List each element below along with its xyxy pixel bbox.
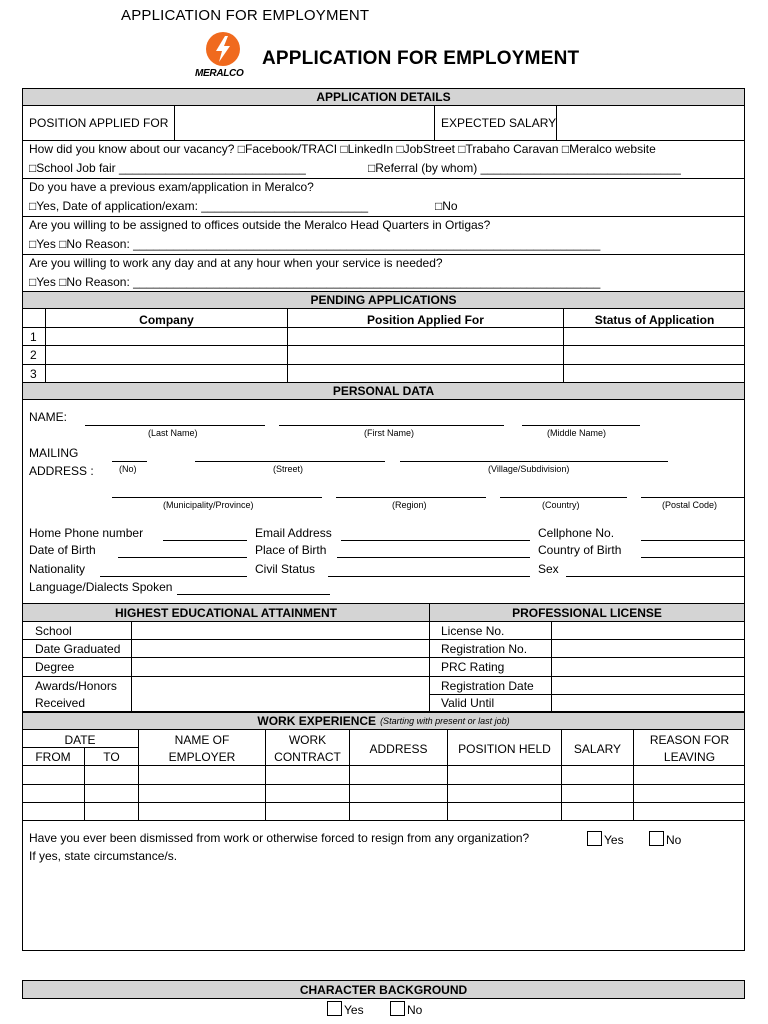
registration-no-label: Registration No. xyxy=(441,642,528,656)
lightning-bolt-icon xyxy=(206,32,240,66)
street-caption: (Street) xyxy=(273,464,304,474)
address-label: ADDRESS : xyxy=(29,464,94,478)
assignment-question: Are you willing to be assigned to offices outside the Meralco Head Quarters in Ortigas? xyxy=(29,218,491,232)
assignment-options[interactable]: □Yes □No Reason: ______________________________________________________________________ xyxy=(29,237,601,251)
work-any-day-options[interactable]: □Yes □No Reason: ______________________________________________________________________ xyxy=(29,275,601,289)
language-field[interactable] xyxy=(177,594,330,595)
work-col-contract-line2: CONTRACT xyxy=(274,750,341,764)
place-of-birth-label: Place of Birth xyxy=(255,543,327,557)
pending-col-status: Status of Application xyxy=(594,313,715,327)
pending-row-number: 2 xyxy=(30,348,37,362)
work-col-employer-line1: NAME OF xyxy=(174,733,230,747)
previous-exam-no-option[interactable]: □No xyxy=(435,199,458,213)
work-col-employer-line2: EMPLOYER xyxy=(168,750,236,764)
last-name-caption: (Last Name) xyxy=(148,428,198,438)
sex-label: Sex xyxy=(538,562,559,576)
dismissed-question: Have you ever been dismissed from work or otherwise forced to resign from any organization? xyxy=(29,831,530,845)
municipality-field[interactable] xyxy=(112,497,322,498)
sex-field[interactable] xyxy=(566,576,744,577)
work-experience-title: WORK EXPERIENCE xyxy=(257,714,377,728)
valid-until-label: Valid Until xyxy=(441,696,495,710)
document-top-title: APPLICATION FOR EMPLOYMENT xyxy=(121,7,370,24)
work-col-reason-line2: LEAVING xyxy=(663,750,716,764)
character-yes-label: Yes xyxy=(344,1003,364,1017)
character-yes-checkbox[interactable] xyxy=(327,1001,342,1016)
work-col-salary: SALARY xyxy=(573,742,622,756)
address-no-caption: (No) xyxy=(119,464,137,474)
cellphone-field[interactable] xyxy=(641,540,744,541)
dismissed-circumstances-field[interactable] xyxy=(23,866,744,950)
education-header: HIGHEST EDUCATIONAL ATTAINMENT xyxy=(22,603,430,622)
nationality-field[interactable] xyxy=(100,576,247,577)
school-job-fair-option[interactable]: □School Job fair ____________________________ xyxy=(29,161,306,175)
work-col-date: DATE xyxy=(64,733,96,747)
personal-data-section xyxy=(22,382,745,604)
nationality-label: Nationality xyxy=(29,562,86,576)
position-applied-field[interactable] xyxy=(175,106,433,140)
work-col-contract-line1: WORK xyxy=(288,733,327,747)
vacancy-question[interactable]: How did you know about our vacancy? □Facebook/TRACI □LinkedIn □JobStreet □Trabaho Caravan □Meralco website xyxy=(29,142,656,156)
work-experience-header xyxy=(22,712,745,730)
meralco-logo xyxy=(195,32,253,82)
dismissed-no-checkbox[interactable] xyxy=(649,831,664,846)
language-label: Language/Dialects Spoken xyxy=(29,580,173,594)
municipality-caption: (Municipality/Province) xyxy=(163,500,254,510)
expected-salary-label: EXPECTED SALARY xyxy=(441,116,557,130)
email-field[interactable] xyxy=(341,540,530,541)
address-no-field[interactable] xyxy=(112,461,147,462)
email-label: Email Address xyxy=(255,526,332,540)
pending-row-number: 3 xyxy=(30,367,37,381)
country-caption: (Country) xyxy=(542,500,580,510)
work-col-position: POSITION HELD xyxy=(458,742,551,756)
village-field[interactable] xyxy=(400,461,668,462)
home-phone-field[interactable] xyxy=(163,540,247,541)
character-no-label: No xyxy=(407,1003,423,1017)
dismissed-yes-label: Yes xyxy=(604,833,624,847)
work-col-from: FROM xyxy=(35,750,71,764)
date-of-birth-field[interactable] xyxy=(118,557,247,558)
region-caption: (Region) xyxy=(392,500,427,510)
expected-salary-field[interactable] xyxy=(557,106,744,140)
work-any-day-question: Are you willing to work any day and at any hour when your service is needed? xyxy=(29,256,443,270)
home-phone-label: Home Phone number xyxy=(29,526,144,540)
first-name-caption: (First Name) xyxy=(364,428,414,438)
education-school-label: School xyxy=(35,624,72,638)
civil-status-label: Civil Status xyxy=(255,562,316,576)
work-col-reason-line1: REASON FOR xyxy=(649,733,730,747)
education-date-graduated-label: Date Graduated xyxy=(35,642,121,656)
character-no-checkbox[interactable] xyxy=(390,1001,405,1016)
work-col-to: TO xyxy=(103,750,120,764)
character-background-header: CHARACTER BACKGROUND xyxy=(22,980,745,999)
previous-exam-yes-option[interactable]: □Yes, Date of application/exam: _________________________ xyxy=(29,199,369,213)
date-of-birth-label: Date of Birth xyxy=(29,543,96,557)
pending-col-position: Position Applied For xyxy=(367,313,484,327)
education-degree-label: Degree xyxy=(35,660,75,674)
work-experience-note: (Starting with present or last job) xyxy=(380,716,510,726)
village-caption: (Village/Subdivision) xyxy=(488,464,570,474)
middle-name-field[interactable] xyxy=(522,425,640,426)
education-received-label: Received xyxy=(35,696,86,710)
last-name-field[interactable] xyxy=(85,425,265,426)
personal-data-header: PERSONAL DATA xyxy=(22,382,745,400)
license-header: PROFESSIONAL LICENSE xyxy=(429,603,745,622)
country-field[interactable] xyxy=(500,497,627,498)
country-of-birth-field[interactable] xyxy=(641,557,744,558)
country-of-birth-label: Country of Birth xyxy=(538,543,622,557)
name-label: NAME: xyxy=(29,410,68,424)
pending-applications-header: PENDING APPLICATIONS xyxy=(22,291,745,309)
pending-row-number: 1 xyxy=(30,330,37,344)
dismissed-followup: If yes, state circumstance/s. xyxy=(29,849,178,863)
work-col-address: ADDRESS xyxy=(369,742,428,756)
street-field[interactable] xyxy=(195,461,385,462)
middle-name-caption: (Middle Name) xyxy=(547,428,607,438)
postal-code-caption: (Postal Code) xyxy=(662,500,718,510)
logo-text: MERALCO xyxy=(195,68,244,79)
dismissed-yes-checkbox[interactable] xyxy=(587,831,602,846)
pending-col-company: Company xyxy=(139,313,194,327)
civil-status-field[interactable] xyxy=(328,576,530,577)
position-applied-label: POSITION APPLIED FOR xyxy=(29,116,169,130)
cellphone-label: Cellphone No. xyxy=(538,526,615,540)
application-details-header: APPLICATION DETAILS xyxy=(22,88,745,106)
prc-rating-label: PRC Rating xyxy=(441,660,505,674)
first-name-field[interactable] xyxy=(279,425,504,426)
page-title: APPLICATION FOR EMPLOYMENT xyxy=(262,48,580,69)
education-awards-label: Awards/Honors xyxy=(35,679,117,693)
mailing-label: MAILING xyxy=(29,446,79,460)
registration-date-label: Registration Date xyxy=(441,679,534,693)
postal-code-field[interactable] xyxy=(641,497,744,498)
previous-exam-question: Do you have a previous exam/application in Meralco? xyxy=(29,180,314,194)
license-no-label: License No. xyxy=(441,624,505,638)
dismissed-no-label: No xyxy=(666,833,682,847)
region-field[interactable] xyxy=(336,497,486,498)
place-of-birth-field[interactable] xyxy=(337,557,530,558)
referral-option[interactable]: □Referral (by whom) ______________________________ xyxy=(368,161,681,175)
